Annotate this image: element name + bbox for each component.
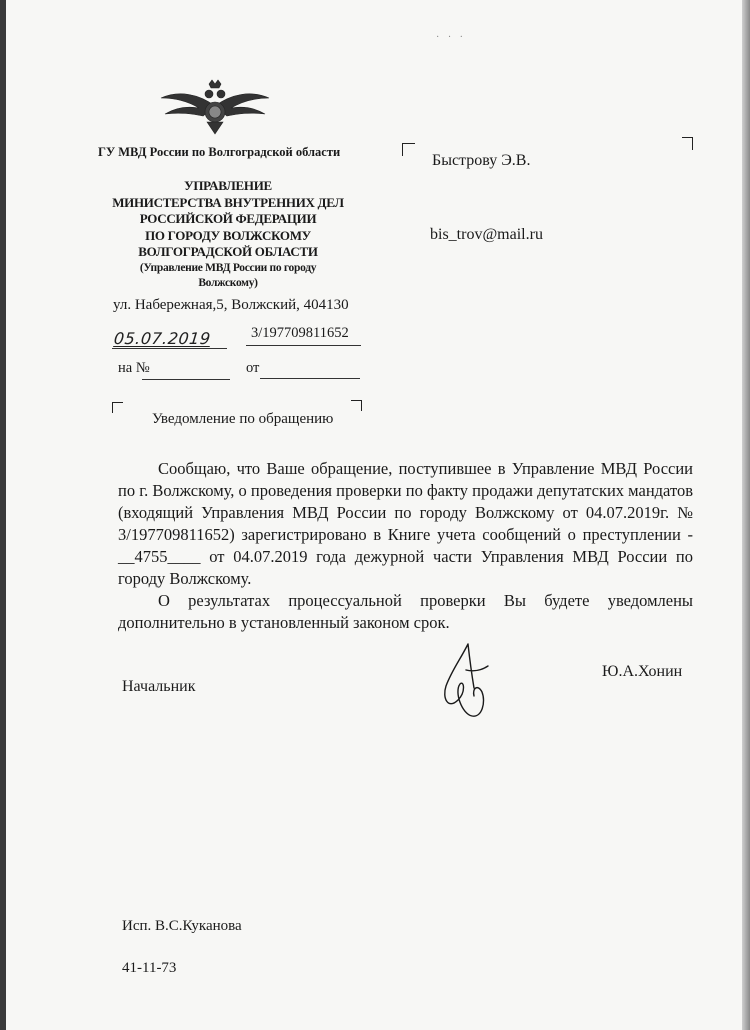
org-short-name: ГУ МВД России по Волгоградской области <box>98 145 341 159</box>
body-paragraph: Сообщаю, что Ваше обращение, поступившее в Управление МВД России по г. Волжскому, о проведения проверки по факту продажи депутатских мандатов (входящий Управления МВД России по городу Волжскому от 04.07.2019г. № 3/197709811652) зарегистрировано в Книге учета сообщений о преступлении - __4755____ от 04.07.2019 года дежурной части Управления МВД России по городу Волжскому. <box>118 459 693 588</box>
handwritten-signature-icon <box>438 640 498 720</box>
regno-underline <box>246 345 361 346</box>
na-number-label: на № <box>118 360 150 376</box>
org-address: ул. Набережная,5, Волжский, 404130 <box>113 297 349 313</box>
handwritten-date: 05.07.2019 <box>113 329 212 348</box>
letter-page <box>6 0 742 1030</box>
body-paragraph: О результатах процессуальной проверки Вы будете уведомлены дополнительно в установленный законом срок. <box>118 591 693 632</box>
na-underline <box>142 379 230 380</box>
recipient-corner-right <box>682 137 693 150</box>
signatory-position: Начальник <box>122 678 196 695</box>
signatory-name: Ю.А.Хонин <box>602 663 683 680</box>
scan-specks: · · · <box>436 32 466 43</box>
org-line: МИНИСТЕРСТВА ВНУТРЕННИХ ДЕЛ <box>112 194 344 210</box>
ot-label: от <box>246 360 260 376</box>
org-abbrev-line: Волжскому) <box>198 276 258 289</box>
executor-name: Исп. В.С.Куканова <box>122 918 242 934</box>
scan-edge <box>742 0 750 1030</box>
recipient-corner-left <box>402 143 415 156</box>
org-full-name <box>98 178 358 291</box>
recipient-email: bis_trov@mail.ru <box>430 226 543 243</box>
executor-phone: 41-11-73 <box>122 960 177 976</box>
org-line: УПРАВЛЕНИЕ <box>184 178 272 193</box>
date-underline <box>112 348 227 349</box>
org-line: РОССИЙСКОЙ ФЕДЕРАЦИИ <box>139 211 317 226</box>
registration-number: 3/197709811652 <box>251 325 349 341</box>
org-abbrev-line: (Управление МВД России по городу <box>139 261 317 274</box>
ot-underline <box>260 378 360 379</box>
subject-line: Уведомление по обращению <box>152 411 334 427</box>
subject-corner-left <box>112 402 123 413</box>
letter-body <box>118 458 693 634</box>
org-line: ВОЛГОГРАДСКОЙ ОБЛАСТИ <box>138 244 318 259</box>
org-line: ПО ГОРОДУ ВОЛЖСКОМУ <box>145 227 311 243</box>
eagle-emblem-icon <box>159 76 271 136</box>
subject-corner-right <box>351 400 362 411</box>
recipient-name: Быстрову Э.В. <box>432 152 531 169</box>
